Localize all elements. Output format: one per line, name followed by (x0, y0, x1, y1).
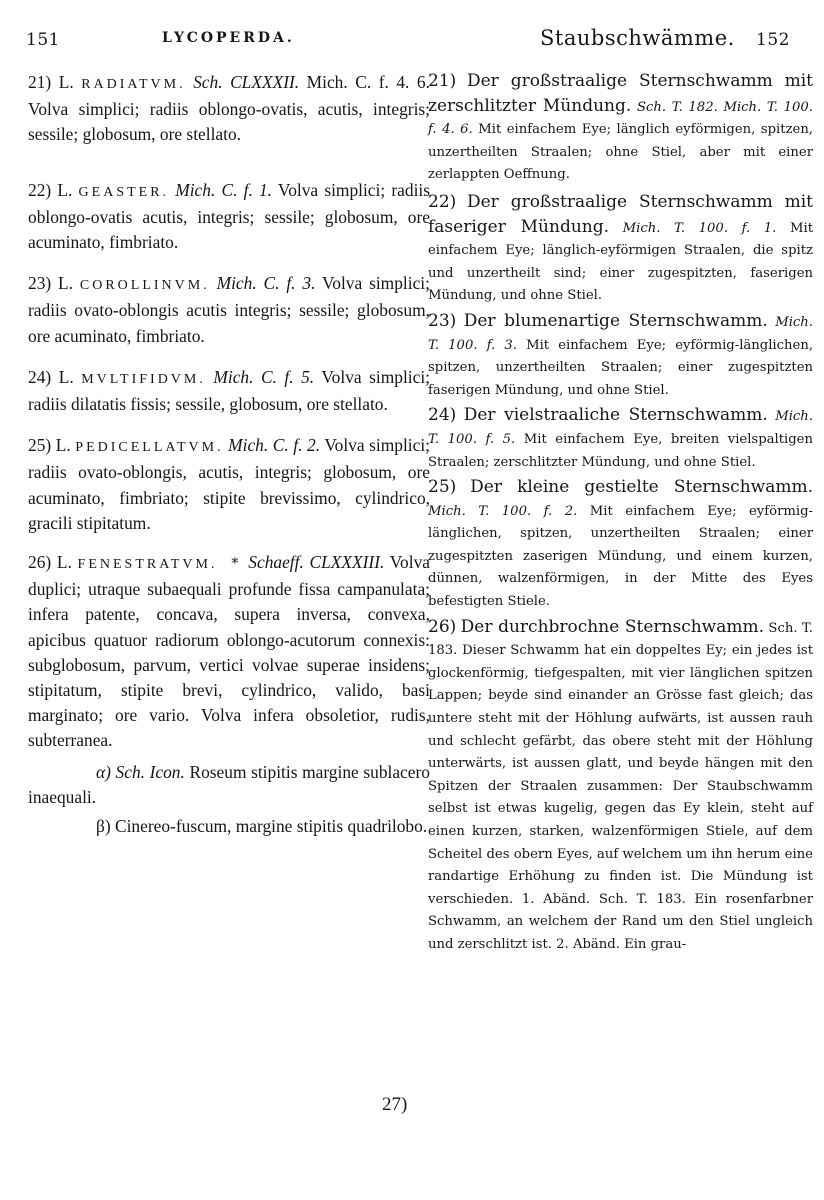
entry-title: Der großstraalige Sternschwamm mit zerschlitzter Mündung. (428, 71, 813, 116)
latin-entry-22 (28, 178, 430, 256)
species-name: FENESTRATVM. (77, 557, 218, 573)
entry-number: 25) (28, 435, 52, 456)
entry-title: Der kleine gestielte Sternschwamm. (470, 477, 813, 498)
genus: L. (55, 435, 71, 456)
variety-label: α) (96, 761, 111, 782)
star-mark: * (231, 554, 239, 573)
variety-description: Cinereo-fuscum, margine stipitis quadrilobo. (115, 816, 428, 837)
entry-title: Der blumenartige Sternschwamm. (463, 310, 768, 331)
left-page-number: 151 (26, 30, 60, 50)
description: Mit einfachem Eye; eyförmig-länglichen, spitzen, unzertheilten Straalen; einer zugespitzten zaserigen Mündung, und einem kurzen, dünnen, walzenförmigen, in der Mitte des Eyes befestigten Stiele. (428, 503, 813, 610)
entry-number: 24) (28, 366, 52, 387)
reference: Mich. C. f. 2. (228, 435, 321, 456)
german-column (428, 70, 813, 957)
german-entry-24 (428, 404, 813, 474)
entry-number: 26) (428, 616, 457, 637)
species-name: COROLLINVM. (79, 278, 210, 294)
catchword-left: 27) (382, 1094, 408, 1115)
reference: Mich. T. 100. f. 3. (428, 314, 813, 353)
entry-number: 21) (428, 71, 457, 91)
genus: L. (56, 552, 72, 573)
genus: L. (57, 179, 73, 200)
german-entry-21 (428, 70, 813, 187)
german-entry-26 (428, 616, 813, 957)
description: Mit einfachem Eye; eyförmig-länglichen, spitzen, unzertheilten Straalen; einer zugespitzten faserigen Mündung, und ohne Stiel. (428, 337, 814, 398)
description: Mit einfachem Eye, breiten vielspaltigen Straalen; zerschlitzter Mündung, und ohne Stiel. (428, 431, 813, 470)
entry-title: Der durchbrochne Sternschwamm. (460, 616, 765, 637)
entry-number: 25) (428, 477, 457, 498)
description: Mit einfachem Eye; länglich eyförmigen, spitzen, unzertheilten Straalen; ohne Stiel, aber mit einer zerlappten Oeffnung. (428, 122, 814, 183)
description: Mich. C. f. 4. 6. Volva simplici; radiis oblongo-ovatis, acutis, integris; sessile; globosum, ore stellato. (28, 72, 430, 145)
description: Volva simplici; radiis ovato-oblongis acutis integris; sessile; globosum, ore acuminato, fimbriato. (28, 273, 430, 346)
reference: Mich. C. f. 5. (213, 366, 315, 387)
german-entry-25 (428, 476, 813, 614)
entry-title: Der großstraalige Sternschwamm mit faseriger Mündung. (428, 191, 813, 237)
reference: Sch. T. 183. (428, 620, 813, 659)
reference: Mich. C. f. 1. (175, 179, 273, 200)
german-entry-22 (428, 191, 813, 308)
entry-number: 21) (28, 72, 52, 92)
reference: Mich. T. 100. f. 1. (622, 220, 777, 236)
description: Volva duplici; utraque subaequali profunde fissa campanulata; infera patente, concava, supera inversa, convexa, apicibus quatuor radiorum oblongo-acutorum connexis: subglobosum, parvum, vertici volvae superae insidens; stipitatum, stipite brevi, cylindrico, valido, basi marginato; ore vario. Volva infera obsoletior, rudis, subterranea. (28, 552, 430, 751)
right-page-number: 152 (756, 30, 790, 50)
reference: Mich. T. 100. f. 5. (428, 409, 813, 447)
latin-entry-26 (28, 550, 430, 754)
description: Volva simplici; radiis dilatatis fissis; sessile, globosum, ore stellato. (28, 366, 430, 415)
reference: Mich. C. f. 3. (216, 273, 316, 294)
genus: L. (58, 72, 74, 92)
reference: Sch. T. 182. Mich. T. 100. f. 4. 6. (428, 99, 813, 138)
german-entry-23 (428, 310, 813, 402)
entry-number: 22) (428, 191, 457, 212)
latin-entry-24 (28, 365, 430, 417)
latin-column (28, 70, 430, 839)
right-running-title: Staubschwämme. (540, 26, 735, 50)
latin-entry-21 (28, 70, 430, 148)
reference: Mich. T. 100. f. 2. (428, 503, 578, 519)
genus: L. (58, 366, 74, 387)
latin-entry-25 (28, 433, 430, 536)
variety-description: Roseum stipitis margine sublacero inaequali. (28, 761, 430, 807)
variety-reference: Sch. Icon. (115, 761, 185, 782)
species-name: GEASTER. (78, 184, 170, 200)
variety-label: β) (96, 816, 111, 837)
reference: Sch. CLXXXII. (193, 72, 300, 92)
species-name: MVLTIFIDVM. (81, 371, 206, 387)
description: Mit einfachem Eye; länglich-eyförmigen Straalen, die spitz und unzertheilt sind; einer zugespitzten, faserigen Mündung, und ohne Stiel. (428, 220, 813, 304)
entry-number: 24) (428, 405, 457, 426)
species-name: PEDICELLATVM. (75, 440, 224, 456)
entry-title: Der vielstraaliche Sternschwamm. (463, 405, 768, 426)
entry-number: 23) (28, 273, 52, 294)
variety-beta (28, 814, 430, 839)
description: Volva simplici; radiis oblongo-ovatis acutis, integris; sessile; globosum, ore acuminato, fimbriato. (28, 179, 430, 253)
description: Volva simplici; radiis ovato-oblongis, acutis, integris; globosum, ore acuminato, fimbriato; stipite brevissimo, cylindrico, gracili stipitatum. (28, 435, 430, 533)
left-running-title: LYCOPERDA. (162, 30, 295, 46)
variety-alpha (28, 760, 430, 810)
species-name: RADIATVM. (81, 77, 186, 92)
latin-entry-23 (28, 271, 430, 349)
reference: Schaeff. CLXXXIII. (248, 552, 385, 573)
entry-number: 26) (28, 552, 52, 573)
entry-number: 23) (428, 310, 457, 331)
entry-number: 22) (28, 179, 52, 200)
description: Dieser Schwamm hat ein doppeltes Ey; ein jedes ist glockenförmig, tiefgespalten, mit vier länglichen spitzen Lappen; beyde sind einander an Grösse fast gleich; das untere steht mit der Höhlung aufwärts, ist aussen rauh und schlecht gefärbt, das obere steht mit der Höhlung unterwärts, ist aussen glatt, und beyde hängen mit den Spitzen der Straalen zusammen: Der Staubschwamm selbst ist etwas kugelig, gegen das Ey klein, steht auf einen kurzen, starken, walzenförmigen Stiele, auf dem Scheitel des obern Eyes, auf welchem um ihn herum eine randartige Erhöhung zu finden ist. Die Mündung ist verschieden. 1. Abänd. Sch. T. 183. Ein rosenfarbner Schwamm, an welchem der Rand um den Stiel ungleich und zerschlitzt ist. 2. Abänd. Ein grau- (428, 643, 813, 952)
genus: L. (58, 273, 74, 294)
